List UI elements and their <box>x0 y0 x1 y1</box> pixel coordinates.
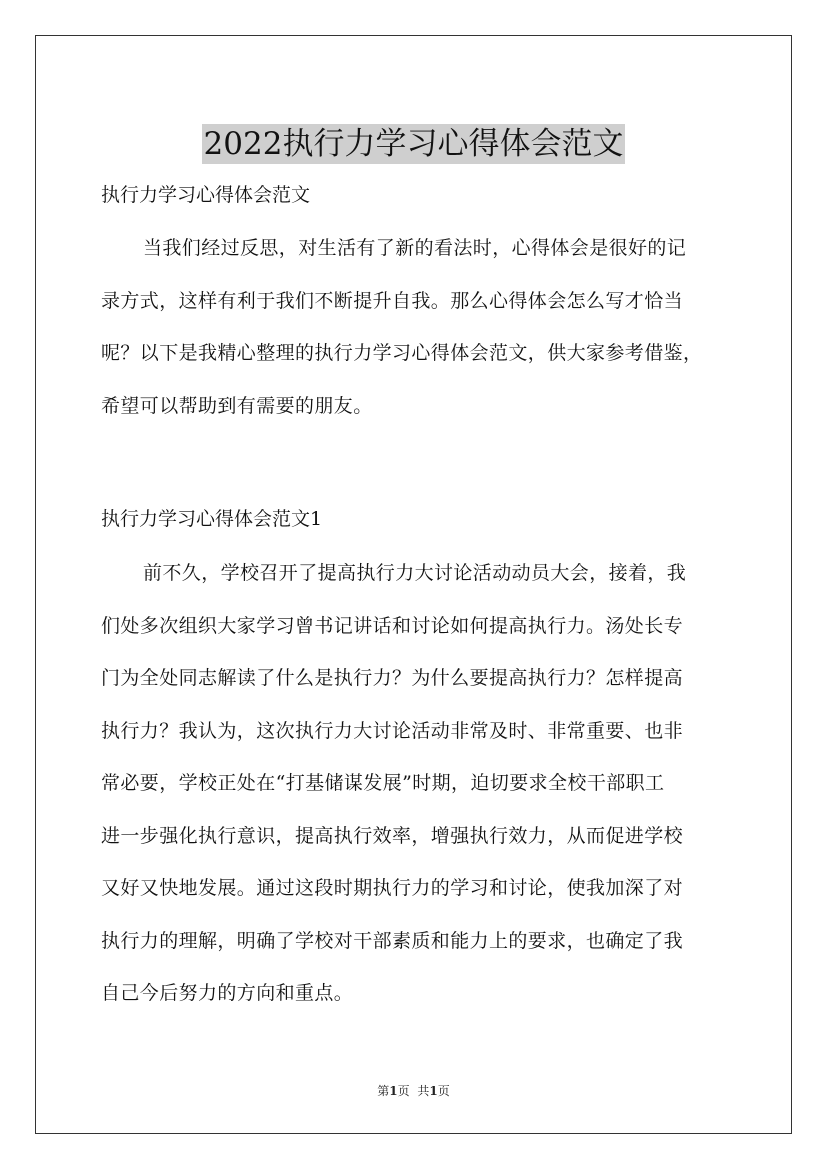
body-line-4: 执行力？我认为，这次执行力大讨论活动非常及时、非常重要、也非 <box>101 719 684 742</box>
body-line-7: 又好又快地发展。通过这段时期执行力的学习和讨论，使我加深了对 <box>101 877 684 899</box>
intro-line-2: 录方式，这样有利于我们不断提升自我。那么心得体会怎么写才恰当 <box>101 289 684 312</box>
section-heading: 执行力学习心得体会范文1 <box>101 508 323 530</box>
title-container <box>0 103 827 185</box>
body-line-2: 们处多次组织大家学习曾书记讲话和讨论如何提高执行力。汤处长专 <box>101 614 684 637</box>
body-line-9: 自己今后努力的方向和重点。 <box>101 982 354 1004</box>
total-number: 1 <box>429 1084 438 1098</box>
page-prefix: 第 <box>377 1084 390 1098</box>
intro-line-4: 希望可以帮助到有需要的朋友。 <box>101 394 373 417</box>
total-suffix: 页 <box>437 1084 450 1098</box>
page-suffix: 页 <box>397 1084 410 1098</box>
total-prefix: 共 <box>417 1084 430 1098</box>
body-paragraph <box>101 547 741 1020</box>
document-title: 2022执行力学习心得体会范文 <box>203 125 624 162</box>
intro-line-3: 呢？以下是我精心整理的执行力学习心得体会范文，供大家参考借鉴， <box>101 342 703 364</box>
body-line-5: 常必要，学校正处在“打基储谋发展”时期，迫切要求全校干部职工 <box>101 772 665 794</box>
body-line-6: 进一步强化执行意识，提高执行效率，增强执行效力，从而促进学校 <box>101 824 684 847</box>
page-footer <box>0 1083 827 1099</box>
document-subtitle: 执行力学习心得体会范文 <box>101 184 311 206</box>
intro-paragraph <box>101 222 741 432</box>
body-line-8: 执行力的理解，明确了学校对干部素质和能力上的要求，也确定了我 <box>101 929 684 952</box>
page-number: 1 <box>389 1084 398 1098</box>
body-line-1: 前不久，学校召开了提高执行力大讨论活动动员大会，接着，我 <box>143 562 687 584</box>
body-line-3: 门为全处同志解读了什么是执行力？为什么要提高执行力？怎样提高 <box>101 667 684 689</box>
intro-line-1: 当我们经过反思，对生活有了新的看法时，心得体会是很好的记 <box>143 237 687 259</box>
